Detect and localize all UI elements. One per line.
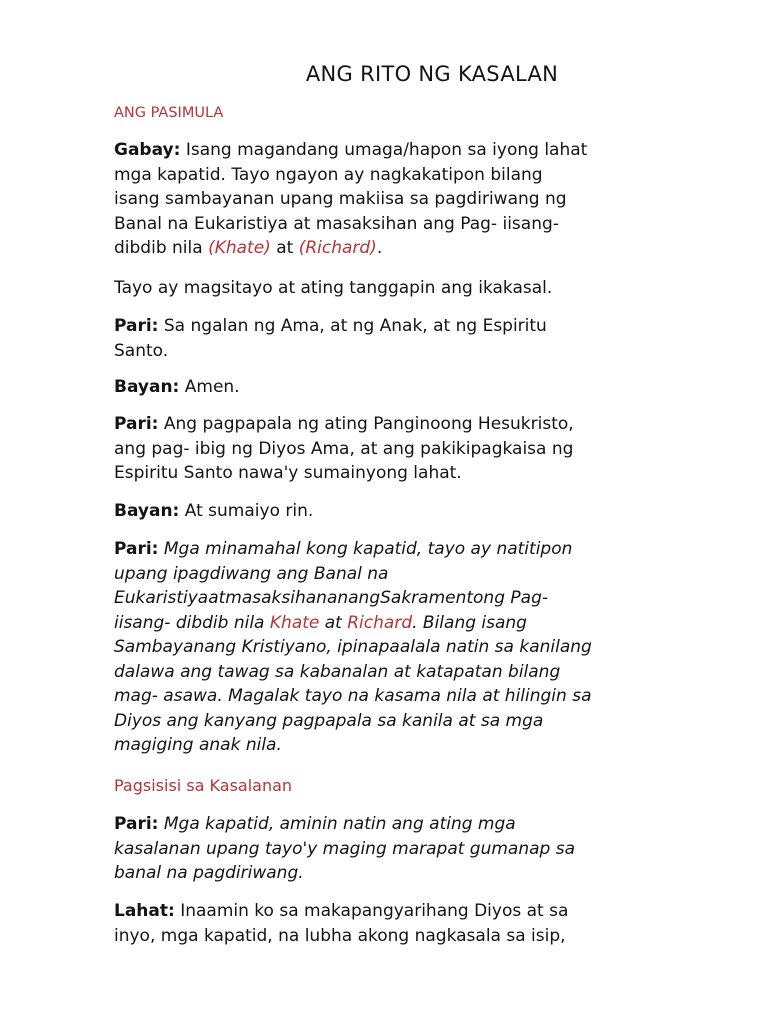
text: Isang magandang umaga/hapon sa iyong lahat [180,140,588,160]
speaker-label: Gabay: [114,140,181,160]
line [114,138,674,163]
line [114,412,674,437]
speaker-label: Pari: [114,316,159,336]
line [114,899,674,924]
paragraph-lahat [114,899,674,948]
line [114,236,674,261]
line: Santo. [114,340,169,361]
bride-name: (Khate) [208,238,271,258]
text: Sa ngalan ng Ama, at ng Anak, at ng Espiritu [158,316,547,336]
paragraph-pari-1 [114,314,674,363]
paragraph-bayan-1 [114,375,674,400]
text: . Bilang isang [412,612,527,633]
text: Amen. [179,377,240,397]
line [114,537,674,562]
paragraph-bayan-2 [114,499,674,524]
speaker-label: Lahat: [114,901,175,921]
line: banal na pagdiriwang. [114,863,304,883]
line: dalawa ang tawag sa kabanalan at katapatan bilang [114,661,561,682]
speaker-label: Pari: [114,539,159,559]
line: inyo, mga kapatid, na lubha akong nagkasala sa isip, [114,925,566,946]
line: Banal na Eukaristiya at masaksihan ang Pag- iisang- [114,213,559,234]
line: mag- asawa. Magalak tayo na kasama nila at hilingin sa [114,686,592,706]
line: Espiritu Santo nawa'y sumainyong lahat. [114,463,462,483]
groom-name: Richard [347,612,413,633]
line [114,499,674,524]
line: isang sambayanan upang makiisa sa pagdiriwang ng [114,189,567,209]
speaker-label: Pari: [114,814,159,834]
text: Mga kapatid, aminin natin ang ating mga [158,814,516,834]
text: at [270,238,299,258]
groom-name: (Richard) [298,238,377,258]
text: dibdib nila [114,238,209,258]
text: Ang pagpapala ng ating Panginoong Hesukristo, [158,414,574,434]
line: Diyos ang kanyang pagpapala sa kanila at sa mga [114,710,544,731]
line: Tayo ay magsitayo at ating tanggapin ang ikakasal. [114,278,553,298]
text: At sumaiyo rin. [179,501,314,521]
text: . [376,238,383,258]
text: iisang- dibdib nila [114,612,270,633]
line: EukaristiyaatmasaksihananangSakramentong Pag- [114,588,548,608]
line: ang pag- ibig ng Diyos Ama, at ang pakikipagkaisa ng [114,438,574,459]
line: upang ipagdiwang ang Banal na [114,563,389,584]
text: Mga minamahal kong kapatid, tayo ay natitipon [158,539,573,559]
text: at [319,612,348,633]
line: kasalanan upang tayo'y maging marapat gumanap sa [114,838,576,859]
text: Inaamin ko sa makapangyarihang Diyos at sa [174,901,569,921]
speaker-label: Pari: [114,414,159,434]
bride-name: Khate [269,612,320,633]
paragraph-gabay [114,138,674,261]
paragraph-pari-3 [114,537,674,758]
paragraph-instruction [114,276,674,301]
paragraph-pari-4 [114,812,674,886]
line [114,812,674,837]
line [114,611,674,636]
speaker-label: Bayan: [114,501,180,521]
line: mga kapatid. Tayo ngayon ay nagkakatipon bilang [114,164,543,185]
paragraph-pari-2 [114,412,674,486]
line: Sambayanang Kristiyano, ipinapaalala natin sa kanilang [114,637,592,657]
section-heading-pasimula: ANG PASIMULA [114,105,224,121]
line [114,375,674,400]
section-heading-pagsisisi: Pagsisisi sa Kasalanan [114,776,293,795]
line: magiging anak nila. [114,735,282,755]
line [114,314,674,339]
page-title: ANG RITO NG KASALAN [305,62,559,86]
speaker-label: Bayan: [114,377,180,397]
